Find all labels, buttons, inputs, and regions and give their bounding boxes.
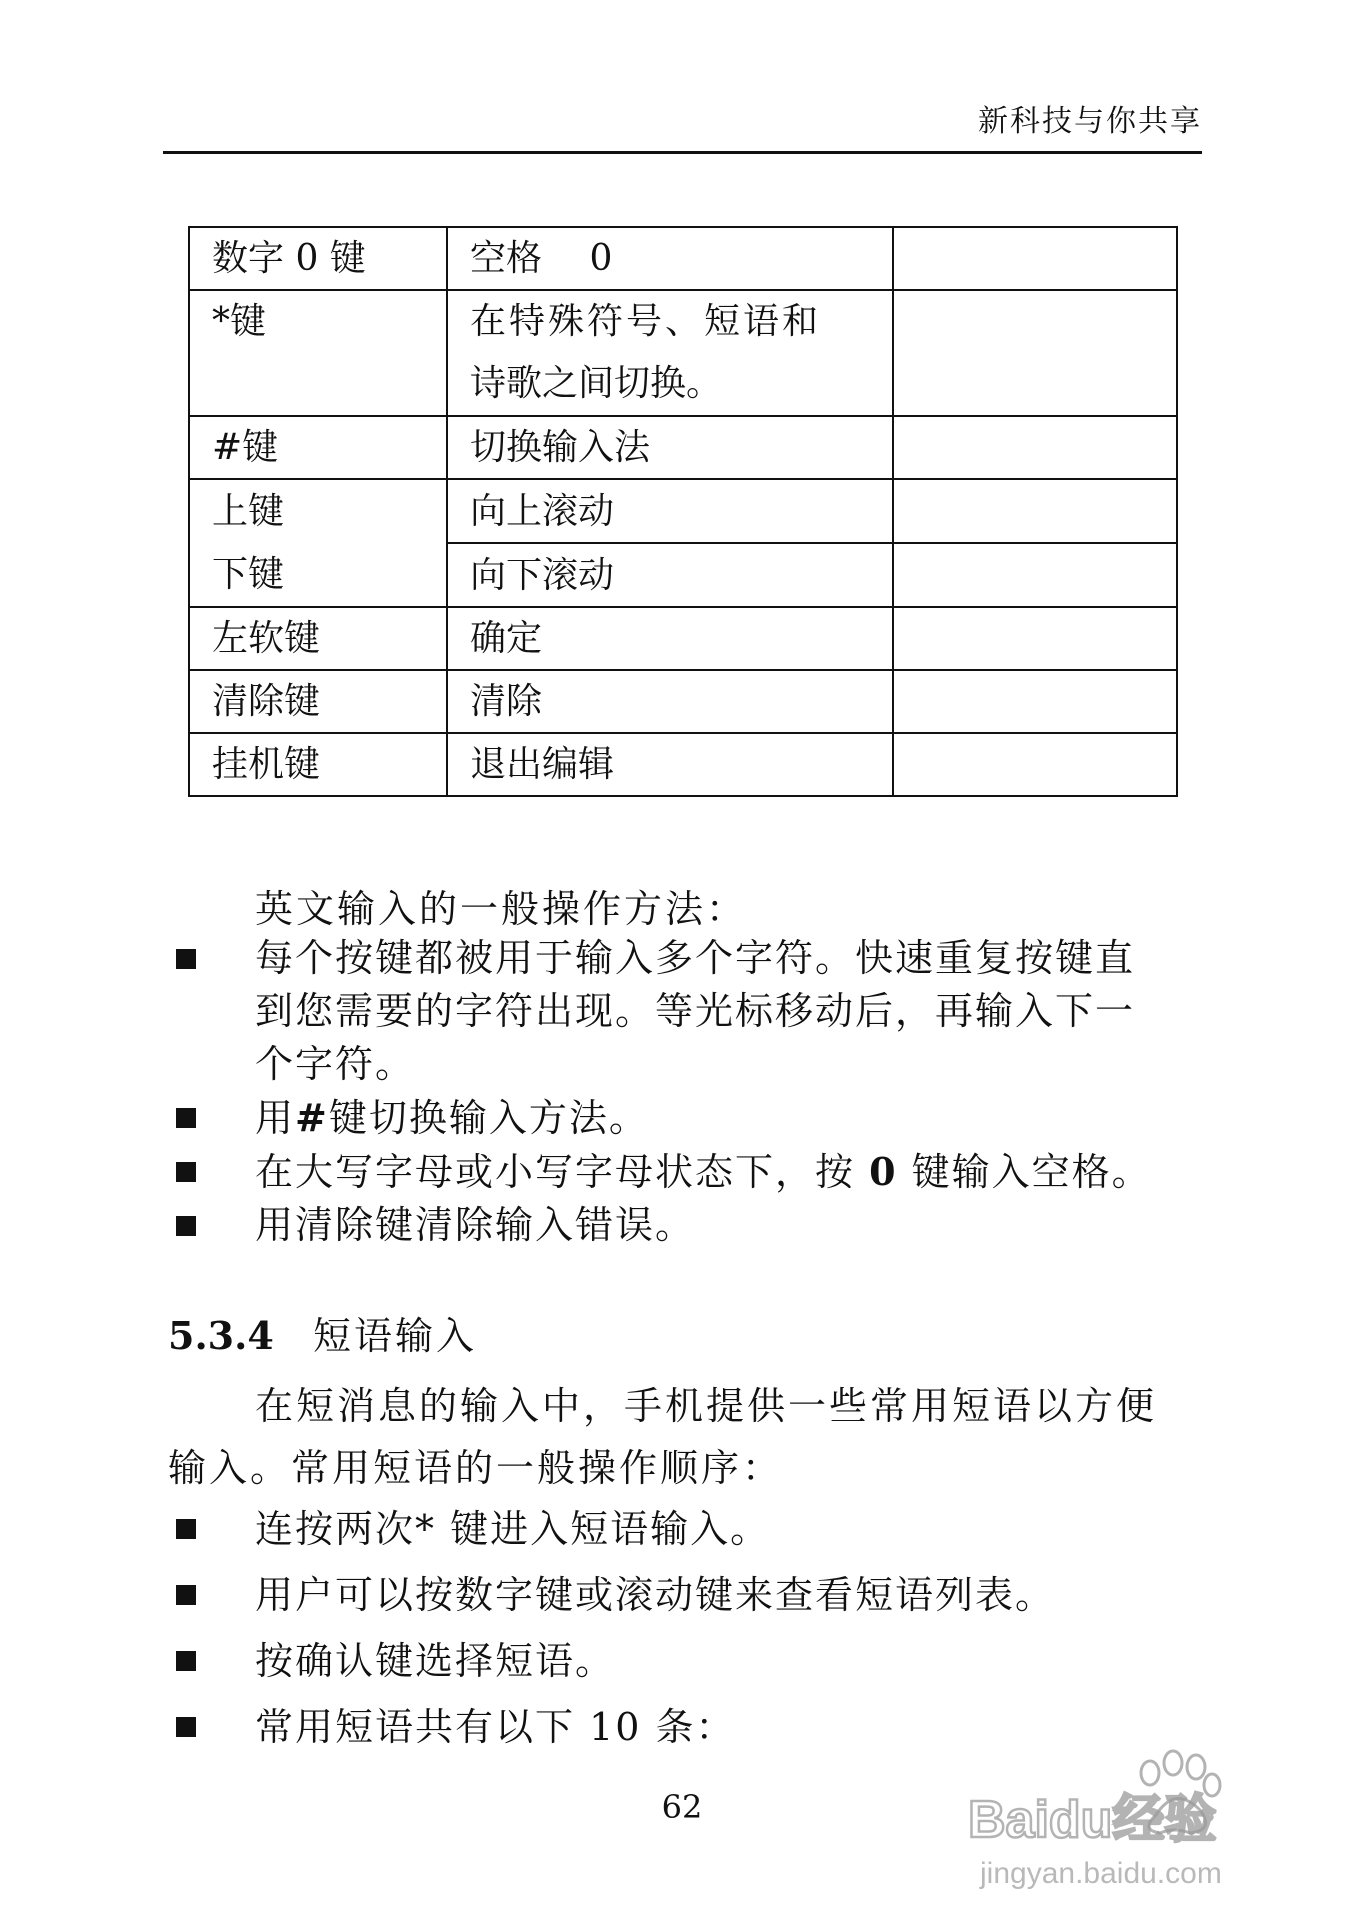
empty-cell <box>893 733 1177 796</box>
list-item <box>168 1091 1188 1145</box>
empty-cell <box>893 607 1177 670</box>
action-cell: 向下滚动 <box>447 543 893 607</box>
list-item <box>168 1628 1188 1694</box>
empty-cell <box>893 227 1177 290</box>
empty-cell <box>893 416 1177 479</box>
table-row <box>189 607 1177 670</box>
list-item <box>168 1199 1188 1252</box>
zero-key-label: 0 <box>869 1149 898 1194</box>
list-item-text: 用 <box>255 1096 296 1140</box>
list-item-line: 到您需要的字符出现。等光标移动后，再输入下一 <box>255 989 1136 1033</box>
bullet-square-icon <box>176 1717 196 1737</box>
list-item-text: 常用短语共有以下 10 条： <box>255 1705 736 1749</box>
bullet-square-icon <box>176 1216 196 1236</box>
paw-toe-icon <box>1141 1761 1159 1785</box>
action-cell: 空格 0 <box>447 227 893 290</box>
list-item <box>168 1496 1188 1562</box>
key-cell: #键 <box>189 416 447 479</box>
empty-cell <box>893 290 1177 416</box>
action-cell: 确定 <box>447 607 893 670</box>
table-row <box>189 227 1177 290</box>
key-cell: 数字 0 键 <box>189 227 447 290</box>
list-item-line: 每个按键都被用于输入多个字符。快速重复按键直 <box>255 936 1136 980</box>
bullet-square-icon <box>176 1585 196 1605</box>
key-cell: 清除键 <box>189 670 447 733</box>
table-row <box>189 479 1177 543</box>
key-cell: 左软键 <box>189 607 447 670</box>
watermark-url: jingyan.baidu.com <box>980 1857 1222 1890</box>
paw-toe-icon <box>1164 1751 1182 1775</box>
baidu-jingyan-watermark <box>960 1745 1320 1895</box>
empty-cell <box>893 670 1177 733</box>
section-paragraph-line2: 输入。常用短语的一般操作顺序： <box>168 1446 784 1490</box>
key-line: 下键 <box>212 554 285 595</box>
key-cell: *键 <box>189 290 447 416</box>
section-heading <box>168 1305 477 1360</box>
section-title: 短语输入 <box>313 1314 478 1358</box>
list-item-text: 用户可以按数字键或滚动键来查看短语列表。 <box>255 1573 1056 1617</box>
section-number: 5.3.4 <box>168 1313 274 1358</box>
page-number: 62 <box>661 1788 703 1826</box>
list-item <box>168 1145 1188 1199</box>
watermark-brand: Baidu经验 <box>968 1791 1217 1849</box>
key-cell: 挂机键 <box>189 733 447 796</box>
list-item-text: 按确认键选择短语。 <box>255 1639 616 1683</box>
english-bullet-list <box>168 932 1188 1252</box>
phrase-bullet-list <box>168 1496 1188 1760</box>
list-item-text: 键输入空格。 <box>897 1150 1152 1194</box>
key-cell <box>189 479 447 607</box>
key-line: 上键 <box>212 491 285 532</box>
table-row <box>189 416 1177 479</box>
bullet-square-icon <box>176 1162 196 1182</box>
list-item-text: 用清除键清除输入错误。 <box>255 1203 696 1247</box>
section-paragraph-line1: 在短消息的输入中，手机提供一些常用短语以方便 <box>255 1384 1158 1428</box>
bullet-square-icon <box>176 1651 196 1671</box>
paw-toe-icon <box>1187 1755 1205 1779</box>
list-item <box>168 1562 1188 1628</box>
header-rule <box>163 151 1202 154</box>
action-cell: 退出编辑 <box>447 733 893 796</box>
table-row <box>189 670 1177 733</box>
bullet-square-icon <box>176 949 196 969</box>
empty-cell <box>893 479 1177 543</box>
bullet-square-icon <box>176 1519 196 1539</box>
running-header: 新科技与你共享 <box>978 104 1202 139</box>
list-item-text: 在大写字母或小写字母状态下，按 <box>255 1150 870 1194</box>
list-item-line: 个字符。 <box>255 1042 416 1086</box>
key-function-table <box>188 226 1178 797</box>
table-row <box>189 733 1177 796</box>
list-item-text: 键切换输入方法。 <box>328 1096 649 1140</box>
empty-cell <box>893 543 1177 607</box>
action-line: 在特殊符号、短语和 <box>470 301 822 342</box>
action-line: 诗歌之间切换。 <box>470 363 723 404</box>
list-item <box>168 932 1188 1091</box>
action-cell <box>447 290 893 416</box>
list-item-text: 连按两次* 键进入短语输入。 <box>255 1507 771 1551</box>
english-intro: 英文输入的一般操作方法： <box>255 887 748 931</box>
action-cell: 切换输入法 <box>447 416 893 479</box>
bullet-square-icon <box>176 1108 196 1128</box>
action-cell: 向上滚动 <box>447 479 893 543</box>
table-row <box>189 290 1177 416</box>
hash-key-label: # <box>295 1095 329 1140</box>
action-cell: 清除 <box>447 670 893 733</box>
